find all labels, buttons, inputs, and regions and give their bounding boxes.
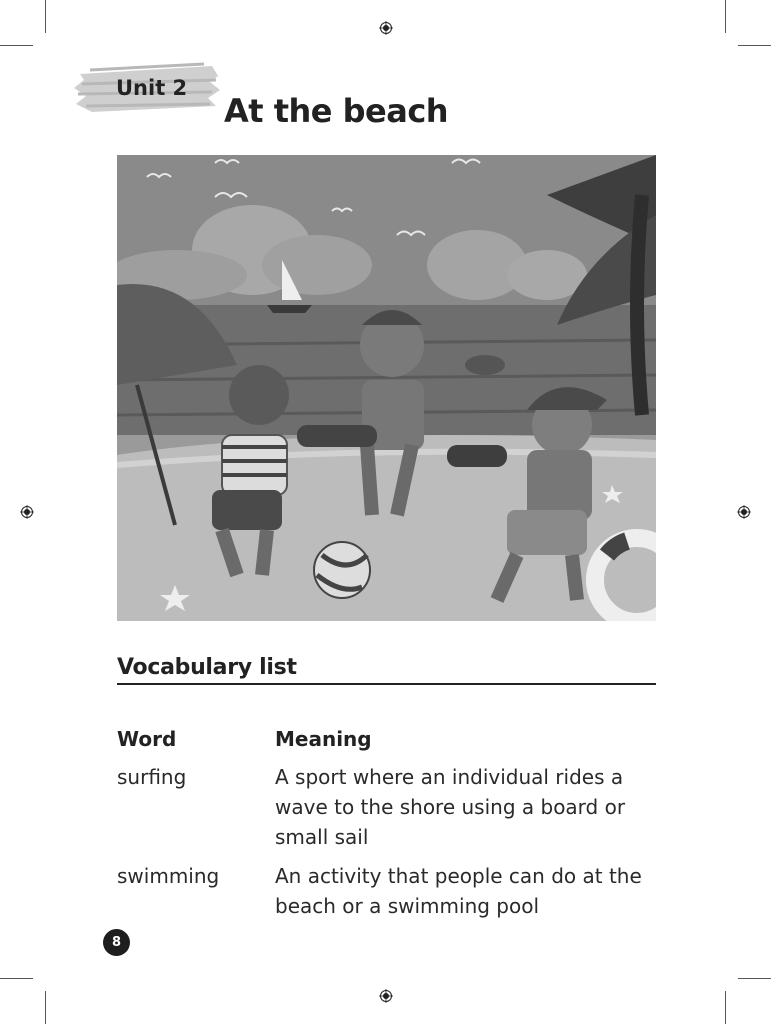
beach-scene-illustration: [117, 155, 656, 621]
registration-mark-icon: [379, 989, 393, 1003]
meaning-line: An activity that people can do at the: [275, 864, 642, 888]
registration-mark-icon: [379, 21, 393, 35]
vocab-meaning: [275, 762, 665, 852]
vocab-word: surfing: [117, 765, 187, 789]
crop-mark: [45, 0, 46, 33]
crop-mark: [738, 45, 771, 46]
column-header-meaning: Meaning: [275, 727, 372, 751]
meaning-line: A sport where an individual rides a: [275, 765, 624, 789]
crop-mark: [725, 0, 726, 33]
crop-mark: [738, 978, 771, 979]
vocab-word: swimming: [117, 864, 220, 888]
registration-mark-icon: [20, 505, 34, 519]
crop-mark: [0, 978, 33, 979]
crop-mark: [0, 45, 33, 46]
vocab-meaning: [275, 861, 665, 921]
page-title: At the beach: [224, 92, 449, 130]
unit-label: Unit 2: [116, 76, 188, 100]
crop-mark: [45, 991, 46, 1024]
meaning-line: small sail: [275, 825, 369, 849]
page-number-badge: 8: [103, 929, 130, 956]
section-title: Vocabulary list: [117, 655, 297, 680]
meaning-line: wave to the shore using a board or: [275, 795, 626, 819]
section-divider: [117, 683, 656, 685]
column-header-word: Word: [117, 727, 177, 751]
crop-mark: [725, 991, 726, 1024]
registration-mark-icon: [737, 505, 751, 519]
meaning-line: beach or a swimming pool: [275, 894, 540, 918]
